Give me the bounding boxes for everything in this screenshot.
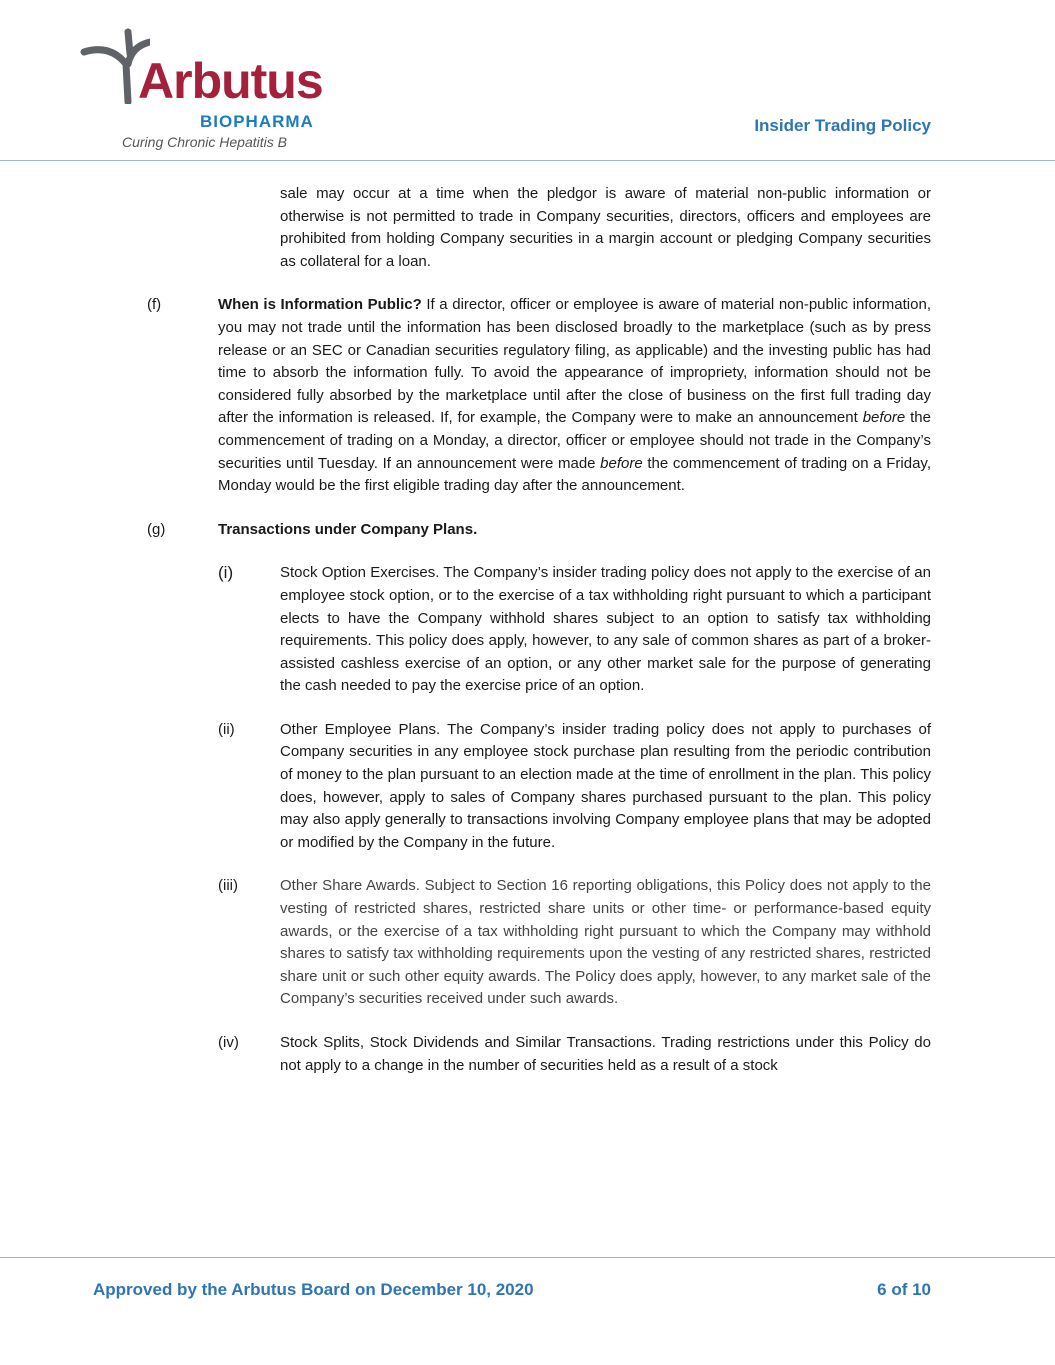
arbutus-logo	[80, 24, 350, 150]
section-heading: Transactions under Company Plans.	[218, 520, 478, 538]
logo-tagline: Curing Chronic Hepatitis B	[122, 134, 287, 150]
emphasis: before	[600, 454, 643, 472]
subsection-text: Other Employee Plans. The Company’s insider trading policy does not apply to purchases of Company securities in any employee stock purchase plan resulting from the periodic contribution of money to the plan pursuant to an election made at the time of enrollment in the plan. This policy does, however, apply to sales of Company shares purchased pursuant to the plan. This policy may also apply generally to transactions involving Company employee plans that may be adopted or modified by the Company in the future.	[280, 720, 931, 851]
section-f	[147, 294, 931, 497]
header-title: Insider Trading Policy	[754, 116, 931, 135]
section-g	[147, 519, 931, 542]
page-number: 6 of 10	[877, 1280, 931, 1299]
subsection-ii	[218, 719, 931, 855]
section-label: (f)	[147, 296, 162, 314]
section-text: If a director, officer or employee is aware of material non-public information, you may not trade until the information has been disclosed broadly to the marketplace (such as by press release or an SEC or Canadian securities regulatory filing, as applicable) and the investing public has had time to absorb the information fully. To avoid the appearance of impropriety, information should not be considered fully absorbed by the marketplace until after the close of business on the first full trading day after the information is released. If, for example, the Company were to make an announcement	[218, 296, 931, 427]
emphasis: before	[862, 409, 906, 427]
subsection-text: Other Share Awards. Subject to Section 16 reporting obligations, this Policy does not apply to the vesting of restricted shares, restricted share units or other time- or performance-based equity awards, or the exercise of a tax withholding right pursuant to which the Company may withhold shares to satisfy tax withholding requirements upon the vesting of any restricted shares, restricted share unit or such other equity awards. The Policy does apply, however, to any market sale of the Company’s securities received under such awards.	[280, 877, 931, 1008]
logo-subtitle: BIOPHARMA	[200, 112, 314, 131]
subsection-label: (iv)	[218, 1034, 239, 1051]
header-divider	[0, 160, 1055, 161]
section-text: the commencement of trading on a Monday, a director, officer or employee should not trade in the Company’s securities until Tuesday. If an announcement were made	[218, 409, 931, 472]
document-body	[0, 183, 1055, 1077]
logo-wordmark: Arbutus	[138, 53, 323, 109]
footer-approval: Approved by the Arbutus Board on December 10, 2020	[93, 1280, 534, 1299]
subsection-text: Stock Option Exercises. The Company’s insider trading policy does not apply to the exercise of an employee stock option, or to the exercise of a tax withholding right pursuant to which a participant elects to have the Company withhold shares subject to an option to satisfy tax withholding requirements. This policy does apply, however, to any sale of common shares as part of a broker-assisted cashless exercise of an option, or any other market sale for the purpose of generating the cash needed to pay the exercise price of an option.	[280, 564, 931, 695]
subsection-text: Stock Splits, Stock Dividends and Similar Transactions. Trading restrictions under this Policy do not apply to a change in the number of securities held as a result of a stock	[280, 1034, 931, 1074]
footer-divider	[0, 1257, 1055, 1258]
subsection-label: (i)	[218, 563, 234, 583]
subsection-iii	[218, 875, 931, 1011]
subsection-i	[218, 562, 931, 698]
section-label: (g)	[147, 520, 166, 538]
subsection-label: (ii)	[218, 720, 235, 738]
section-heading: When is Information Public?	[218, 296, 422, 314]
section-text: the commencement of trading on a Friday, Monday would be the first eligible trading day after the announcement.	[218, 454, 931, 495]
subsection-label: (iii)	[218, 877, 238, 895]
subsection-iv	[218, 1032, 931, 1077]
continued-paragraph: sale may occur at a time when the pledgor is aware of material non-public information or otherwise is not permitted to trade in Company securities, directors, officers and employees are prohibited from holding Company securities in a margin account or pledging Company securities as collateral for a loan.	[280, 185, 931, 270]
